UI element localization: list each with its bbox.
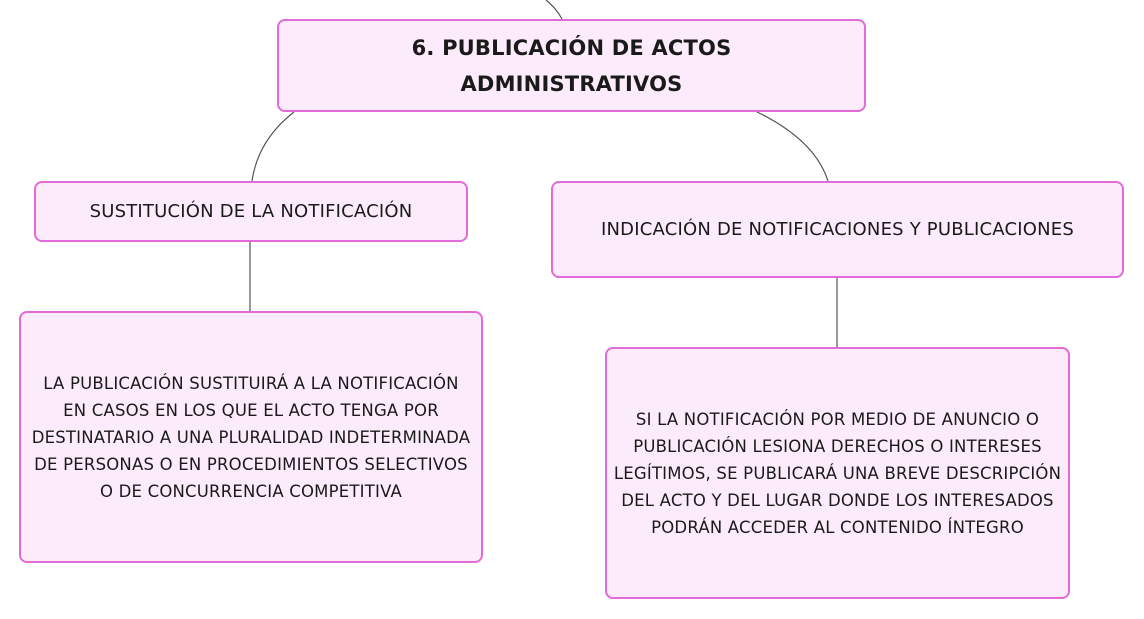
detail-text-sustitucion: LA PUBLICACIÓN SUSTITUIRÁ A LA NOTIFICACIÓN EN CASOS EN LOS QUE EL ACTO TENGA POR DESTINATARIO A UNA PLURALIDAD INDETERMINADA DE PERSONAS O EN PROCEDIMIENTOS SELECTIVOS O DE CONCURRENCIA COMPETITIVA <box>31 373 471 501</box>
connector-from-parent <box>546 0 562 19</box>
branch-label-indicacion: INDICACIÓN DE NOTIFICACIONES Y PUBLICACIONES <box>601 219 1074 240</box>
central-topic-label: 6. PUBLICACIÓN DE ACTOS ADMINISTRATIVOS <box>411 35 732 96</box>
detail-node-sustitucion[interactable] <box>19 311 483 563</box>
detail-node-indicacion[interactable] <box>605 347 1070 599</box>
branch-node-sustitucion[interactable] <box>34 181 468 242</box>
branch-node-indicacion[interactable] <box>551 181 1124 278</box>
branch-label-sustitucion: SUSTITUCIÓN DE LA NOTIFICACIÓN <box>89 201 413 222</box>
connector-root-to-left <box>252 112 294 181</box>
detail-text-indicacion: SI LA NOTIFICACIÓN POR MEDIO DE ANUNCIO O PUBLICACIÓN LESIONA DERECHOS O INTERESES LEGÍTIMOS, SE PUBLICARÁ UNA BREVE DESCRIPCIÓN DEL ACTO Y DEL LUGAR DONDE LOS INTERESADOS PODRÁN ACCEDER AL CONTENIDO ÍNTEGRO <box>613 409 1062 537</box>
central-topic-node[interactable] <box>277 19 866 112</box>
connector-root-to-right <box>757 112 828 181</box>
